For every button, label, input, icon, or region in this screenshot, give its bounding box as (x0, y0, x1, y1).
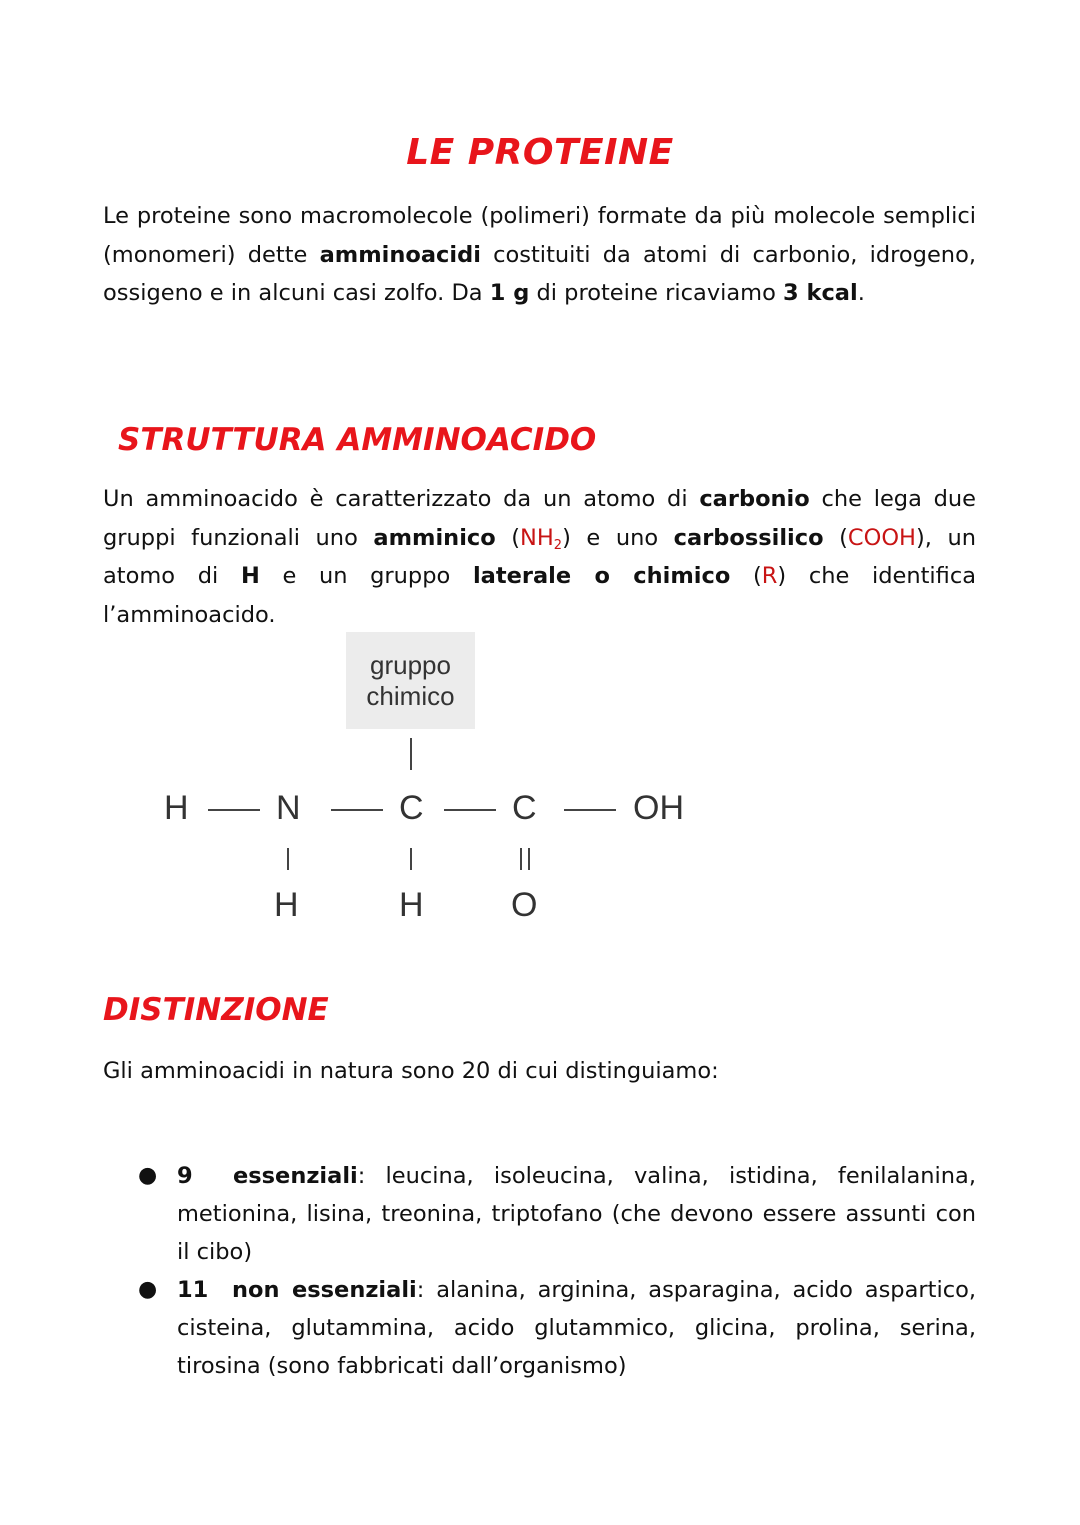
side-chain-label-line-1: gruppo (370, 649, 451, 680)
intro-text-4: . (857, 280, 865, 306)
formula-subscript: 2 (553, 537, 563, 553)
formula-nh2 (520, 525, 562, 551)
bond-n-h (287, 848, 289, 870)
item-text: : alanina, arginina, asparagina, acido aspartico, cisteina, glutammina, acido glutammico, glicina, prolina, serina, tirosina (sono fabbricati dall’organismo) (177, 1277, 976, 1379)
item-label: non essenziali (232, 1277, 417, 1303)
atom-h-under-c: H (399, 886, 424, 924)
bond-c-h (410, 848, 412, 870)
amino-acid-structure-diagram (150, 628, 750, 938)
struttura-text: ( (730, 563, 762, 589)
item-count: 11 (177, 1277, 209, 1303)
bond-side-chain (410, 738, 412, 770)
side-chain-label (346, 632, 475, 729)
atom-o: O (511, 886, 538, 924)
formula-cooh: COOH (847, 524, 916, 551)
atom-c-carboxyl: C (512, 789, 537, 827)
section-heading-struttura: STRUTTURA AMMINOACIDO (118, 422, 597, 458)
double-bond-line-1 (520, 848, 522, 870)
list-item (132, 1157, 976, 1271)
struttura-text: ( (495, 524, 521, 551)
item-label: essenziali (233, 1163, 358, 1189)
item-text: : leucina, isoleucina, valina, istidina, fenilalanina, metionina, lisina, treonina, triptofano (che devono essere assunti con il cibo) (177, 1163, 976, 1265)
formula-r: R (761, 563, 778, 589)
struttura-text: ) che identifica l’amminoacido. (103, 563, 976, 628)
bullet-icon: ● (138, 1163, 158, 1188)
bond-h-n (208, 809, 260, 811)
intro-text-1: Le proteine sono macromolecole (polimeri) formate da più molecole semplici (monomeri) dette (103, 203, 976, 268)
item-count: 9 (177, 1163, 193, 1189)
struttura-text: Un amminoacido è caratterizzato da un atomo di (103, 486, 700, 512)
term-3kcal: 3 kcal (783, 280, 858, 306)
term-amminico: amminico (373, 524, 496, 551)
intro-text-3: di proteine ricaviamo (529, 280, 784, 306)
term-amminoacidi: amminoacidi (319, 241, 481, 268)
section-heading-distinzione: DISTINZIONE (103, 992, 329, 1028)
term-carbossilico: carbossilico (673, 524, 824, 551)
atom-n: N (276, 789, 301, 827)
struttura-text: ), un atomo di (103, 524, 976, 589)
formula-nh: NH (520, 524, 554, 551)
struttura-text: che lega due gruppi funzionali uno (103, 486, 977, 551)
term-laterale-chimico: laterale o chimico (472, 563, 731, 589)
list-item (132, 1271, 976, 1385)
atom-oh: OH (633, 789, 684, 827)
struttura-text: e un gruppo (259, 563, 473, 589)
bond-c-c (444, 809, 496, 811)
term-1g: 1 g (489, 280, 530, 306)
bond-n-c (331, 809, 383, 811)
struttura-paragraph (103, 480, 976, 634)
struttura-text: ) e uno (562, 524, 674, 551)
bullet-icon: ● (138, 1277, 158, 1302)
term-carbonio: carbonio (699, 486, 810, 512)
page-title: LE PROTEINE (406, 132, 674, 173)
struttura-text: ( (823, 524, 848, 551)
double-bond-line-2 (528, 848, 530, 870)
amino-acid-list (132, 1157, 976, 1385)
distinzione-intro: Gli amminoacidi in natura sono 20 di cui distinguiamo: (103, 1058, 719, 1084)
atom-h-left: H (164, 789, 189, 827)
bond-c-oh (564, 809, 616, 811)
side-chain-label-line-2: chimico (366, 680, 455, 711)
term-h: H (240, 563, 260, 589)
intro-text-2: costituiti da atomi di carbonio, idrogeno, ossigeno e in alcuni casi zolfo. Da (103, 241, 976, 306)
atom-c-alpha: C (399, 789, 424, 827)
atom-h-under-n: H (274, 886, 299, 924)
intro-paragraph (103, 197, 976, 313)
